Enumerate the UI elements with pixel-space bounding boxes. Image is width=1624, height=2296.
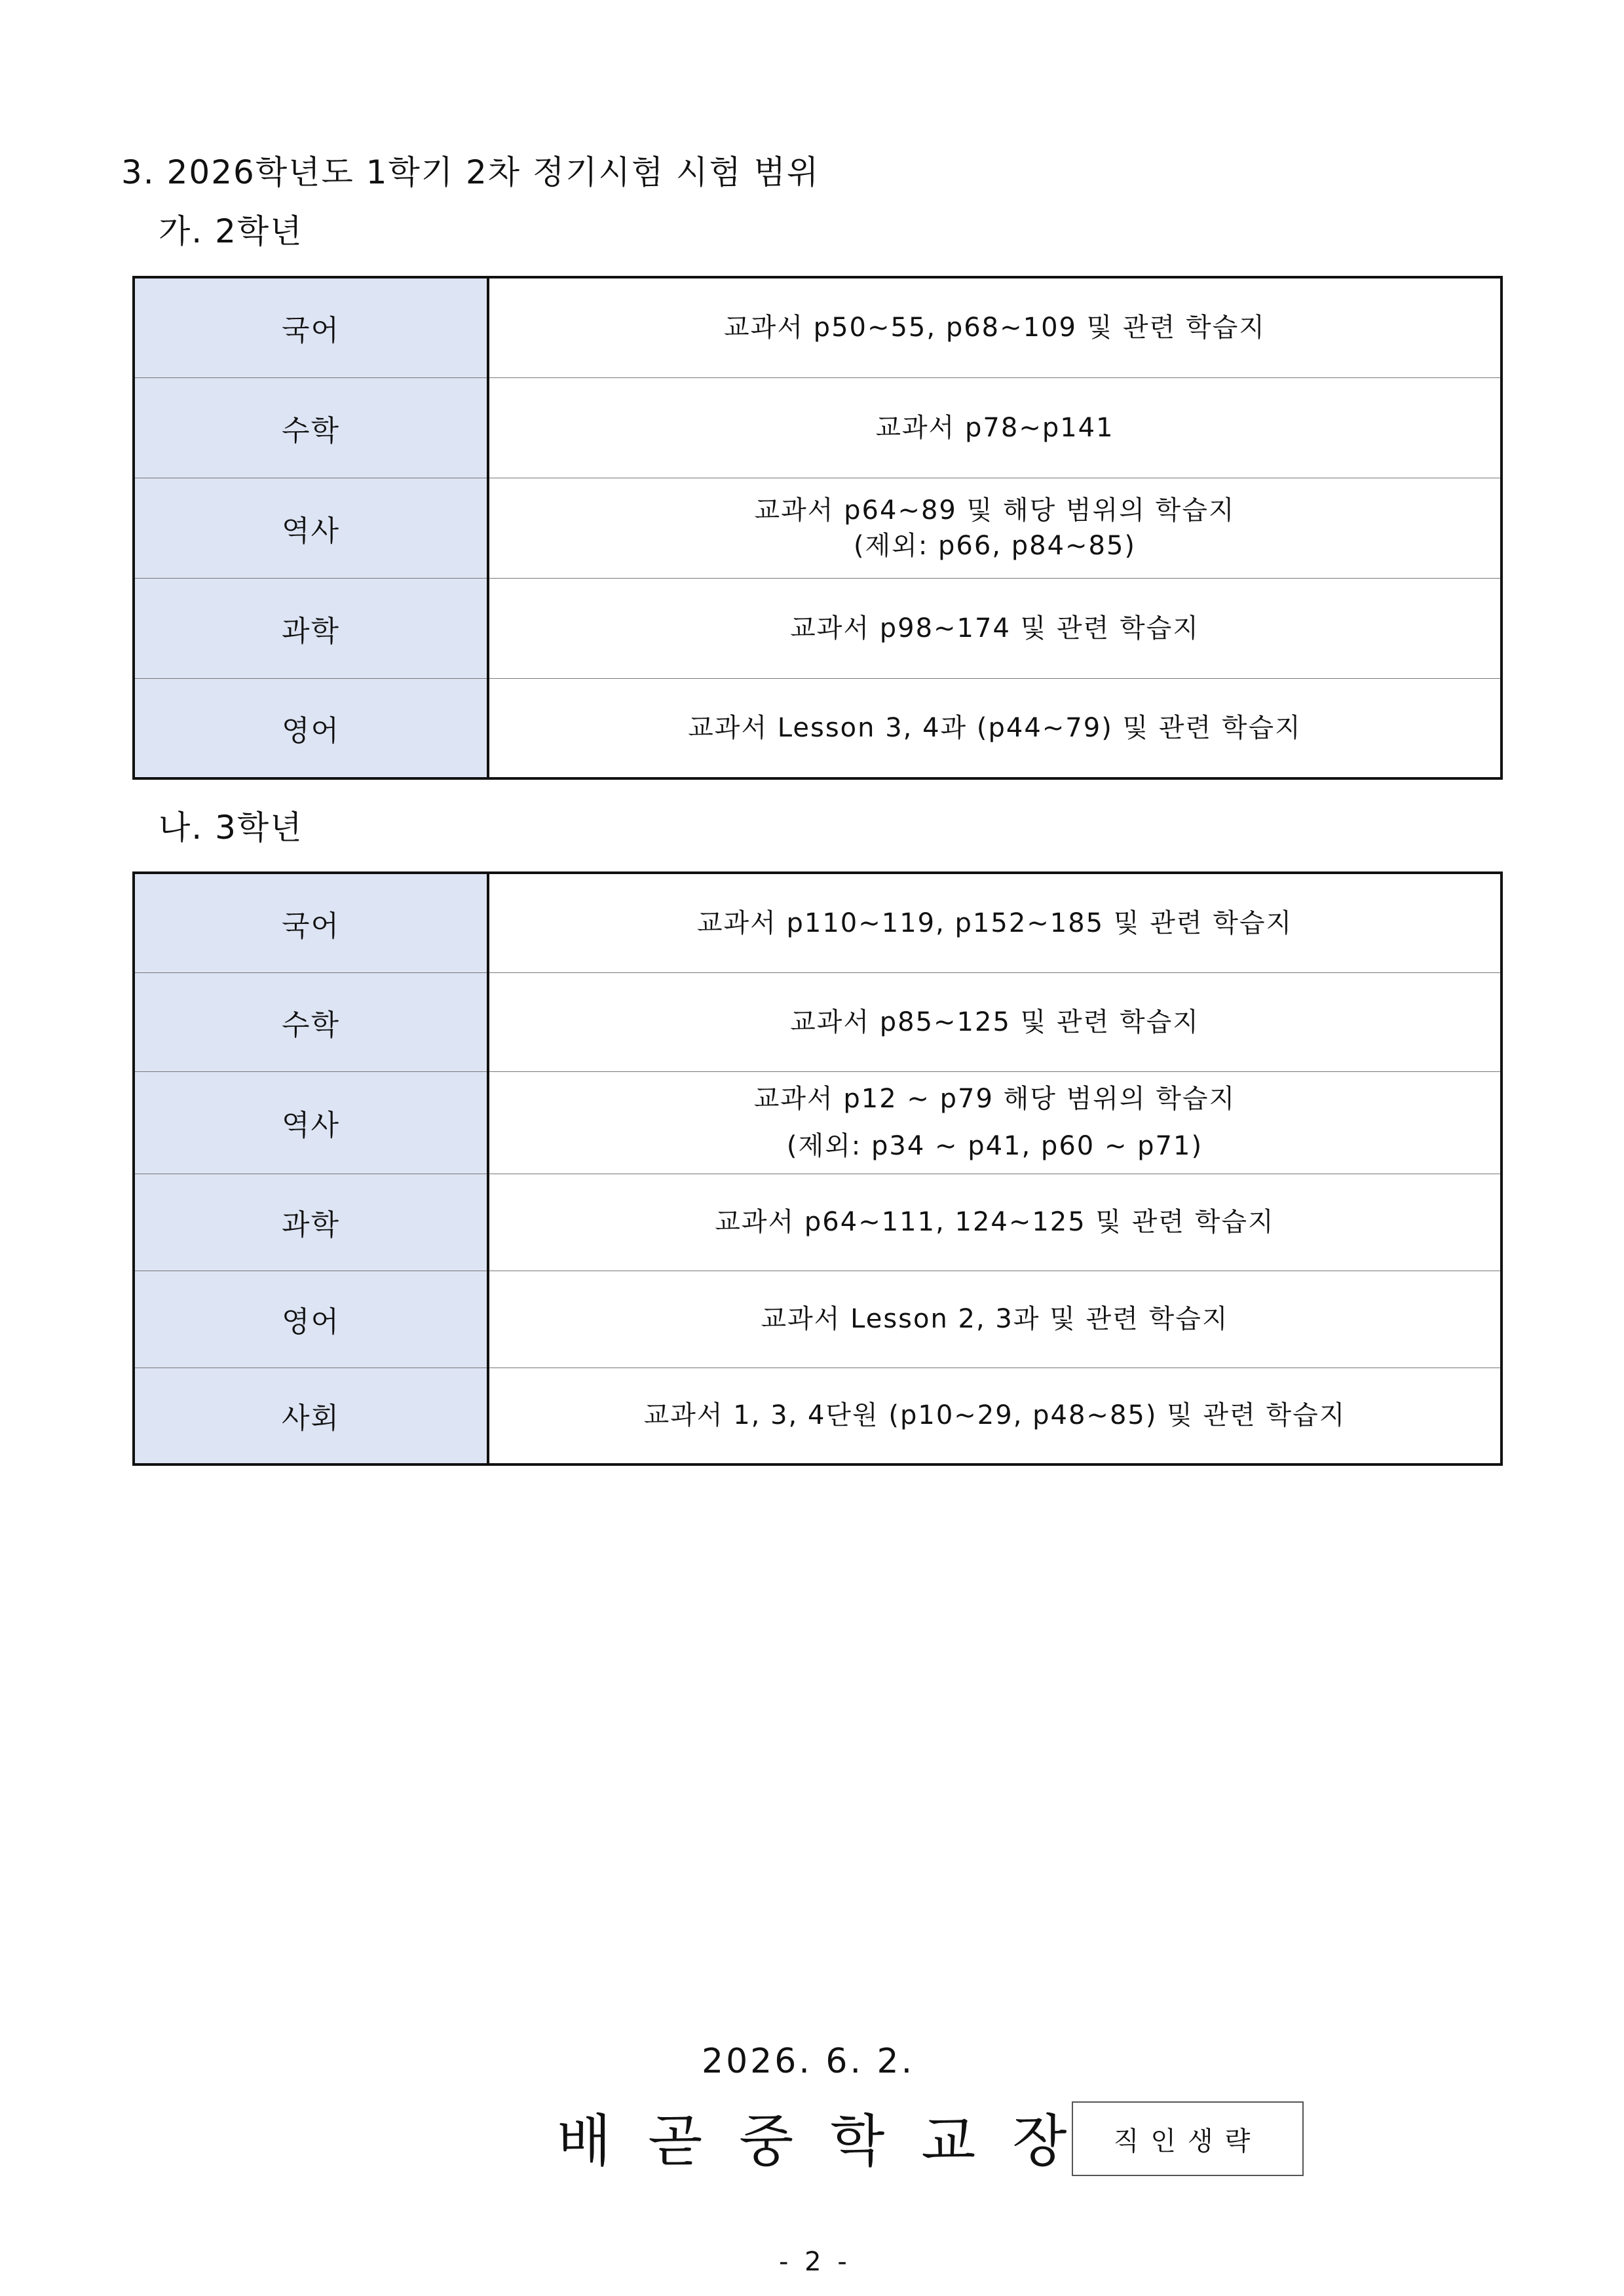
table-row xyxy=(134,873,1501,972)
scope-line: 교과서 Lesson 3, 4과 (p44~79) 및 관련 학습지 xyxy=(688,712,1302,743)
scope-cell xyxy=(488,478,1501,578)
scope-cell xyxy=(488,1174,1501,1271)
subject-cell: 국어 xyxy=(134,873,488,972)
scope-line: 교과서 p78~p141 xyxy=(875,412,1114,443)
scope-cell xyxy=(488,972,1501,1071)
scope-line: 교과서 p50~55, p68~109 및 관련 학습지 xyxy=(724,313,1266,343)
scope-cell xyxy=(488,1271,1501,1368)
document-heading: 3. 2026학년도 1학기 2차 정기시험 시험 범위 xyxy=(121,153,820,191)
subject-cell: 영어 xyxy=(134,678,488,778)
exam-scope-table-grade2 xyxy=(132,276,1503,780)
issue-date: 2026. 6. 2. xyxy=(702,2042,915,2081)
school-principal-name: 배곧중학교장 xyxy=(557,2109,1104,2174)
scope-line: 교과서 p12 ~ p79 해당 범위의 학습지 xyxy=(753,1084,1236,1114)
scope-cell xyxy=(488,1368,1501,1464)
subject-cell: 역사 xyxy=(134,1071,488,1174)
subject-cell: 사회 xyxy=(134,1368,488,1464)
subject-cell: 과학 xyxy=(134,1174,488,1271)
subject-cell: 수학 xyxy=(134,972,488,1071)
table-row xyxy=(134,1174,1501,1271)
scope-exclusion-line: (제외: p66, p84~85) xyxy=(853,530,1137,561)
scope-cell xyxy=(488,1071,1501,1174)
table-row xyxy=(134,1368,1501,1464)
table-row xyxy=(134,1071,1501,1174)
scope-cell xyxy=(488,678,1501,778)
table-row xyxy=(134,277,1501,377)
section-title-grade2: 가. 2학년 xyxy=(159,212,303,250)
scope-line: 교과서 Lesson 2, 3과 및 관련 학습지 xyxy=(761,1304,1229,1334)
scope-line: 교과서 p85~125 및 관련 학습지 xyxy=(790,1006,1199,1037)
scope-cell xyxy=(488,377,1501,478)
table-row xyxy=(134,972,1501,1071)
scope-line: 교과서 p64~111, 124~125 및 관련 학습지 xyxy=(715,1207,1275,1237)
scope-line: 교과서 1, 3, 4단원 (p10~29, p48~85) 및 관련 학습지 xyxy=(643,1400,1346,1431)
scope-line: 교과서 p64~89 및 해당 범위의 학습지 xyxy=(754,495,1236,526)
scope-cell xyxy=(488,578,1501,678)
scope-cell xyxy=(488,873,1501,972)
subject-cell: 영어 xyxy=(134,1271,488,1368)
subject-cell: 수학 xyxy=(134,377,488,478)
subject-cell: 역사 xyxy=(134,478,488,578)
seal-label: 직인생략 xyxy=(1113,2126,1262,2156)
subject-cell: 국어 xyxy=(134,277,488,377)
table-row xyxy=(134,478,1501,578)
table-row xyxy=(134,1271,1501,1368)
scope-exclusion-line: (제외: p34 ~ p41, p60 ~ p71) xyxy=(786,1131,1203,1161)
seal-omitted-box xyxy=(1072,2101,1304,2176)
subject-cell: 과학 xyxy=(134,578,488,678)
section-title-grade3: 나. 3학년 xyxy=(159,809,303,847)
scope-cell xyxy=(488,277,1501,377)
table-row xyxy=(134,678,1501,778)
exam-scope-table-grade3 xyxy=(132,871,1503,1466)
table-row xyxy=(134,377,1501,478)
scope-line: 교과서 p110~119, p152~185 및 관련 학습지 xyxy=(696,908,1293,938)
table-row xyxy=(134,578,1501,678)
page-number: - 2 - xyxy=(779,2247,851,2277)
scope-line: 교과서 p98~174 및 관련 학습지 xyxy=(790,613,1199,643)
